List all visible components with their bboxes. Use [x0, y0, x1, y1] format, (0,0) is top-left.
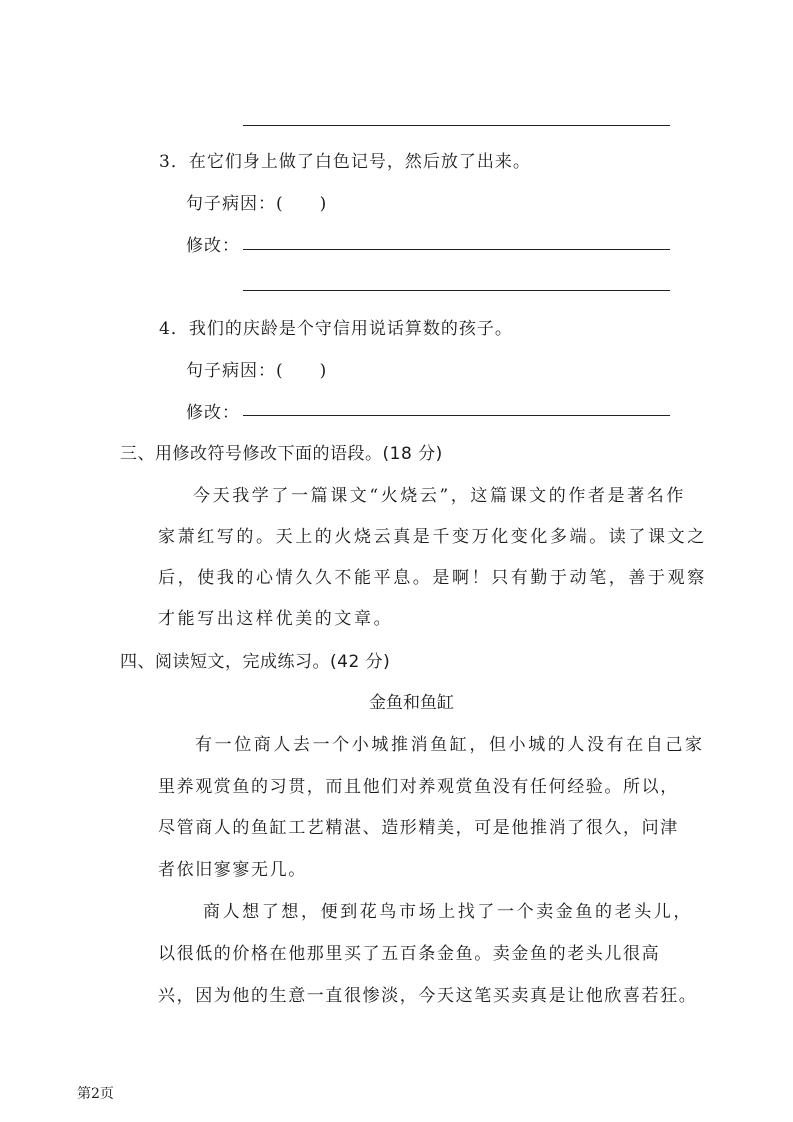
question-3-answer-line-2[interactable]	[243, 290, 670, 291]
section-3-line-4: 才能写出这样优美的文章。	[158, 609, 394, 629]
question-3-text: 3．在它们身上做了白色记号，然后放了出来。	[159, 152, 531, 172]
section-4-heading: 四、阅读短文，完成练习。(42 分)	[120, 652, 391, 672]
passage-para-2-line-3: 兴，因为他的生意一直很惨淡，今天这笔买卖真是让他欣喜若狂。	[158, 986, 698, 1006]
question-3-answer-line-1[interactable]	[243, 249, 670, 250]
passage-para-1-line-3: 尽管商人的鱼缸工艺精湛、造形精美，可是他推消了很久，问津	[158, 818, 679, 838]
question-3-fix-label: 修改：	[186, 236, 240, 256]
section-3-line-1: 今天我学了一篇课文“火烧云”，这篇课文的作者是著名作	[193, 486, 686, 506]
question-4-text: 4．我们的庆龄是个守信用说话算数的孩子。	[159, 319, 513, 339]
page-number: 第2页	[77, 1086, 114, 1102]
answer-line[interactable]	[243, 125, 670, 126]
passage-para-1-line-2: 里养观赏鱼的习贯，而且他们对养观赏鱼没有任何经验。所以，	[158, 777, 679, 797]
passage-para-2-line-1: 商人想了想，便到花鸟市场上找了一个卖金鱼的老头儿，	[203, 902, 693, 922]
question-3-cause-label: 句子病因：( )	[186, 194, 328, 214]
question-4-cause-label: 句子病因：( )	[186, 361, 328, 381]
passage-para-1-line-4: 者依旧寥寥无几。	[158, 860, 307, 880]
question-4-answer-line[interactable]	[243, 415, 670, 416]
passage-para-2-line-2: 以很低的价格在他那里买了五百条金鱼。卖金鱼的老头儿很高	[158, 944, 661, 964]
passage-title: 金鱼和鱼缸	[369, 693, 454, 713]
section-3-line-3: 后，使我的心情久久不能平息。是啊！只有勤于动笔，善于观察	[158, 568, 707, 588]
passage-para-1-line-1: 有一位商人去一个小城推消鱼缸，但小城的人没有在自己家	[195, 735, 705, 755]
section-3-line-2: 家萧红写的。天上的火烧云真是千变万化变化多端。读了课文之	[158, 527, 707, 547]
question-4-fix-label: 修改：	[186, 403, 240, 423]
section-3-heading: 三、用修改符号修改下面的语段。(18 分)	[120, 444, 443, 464]
